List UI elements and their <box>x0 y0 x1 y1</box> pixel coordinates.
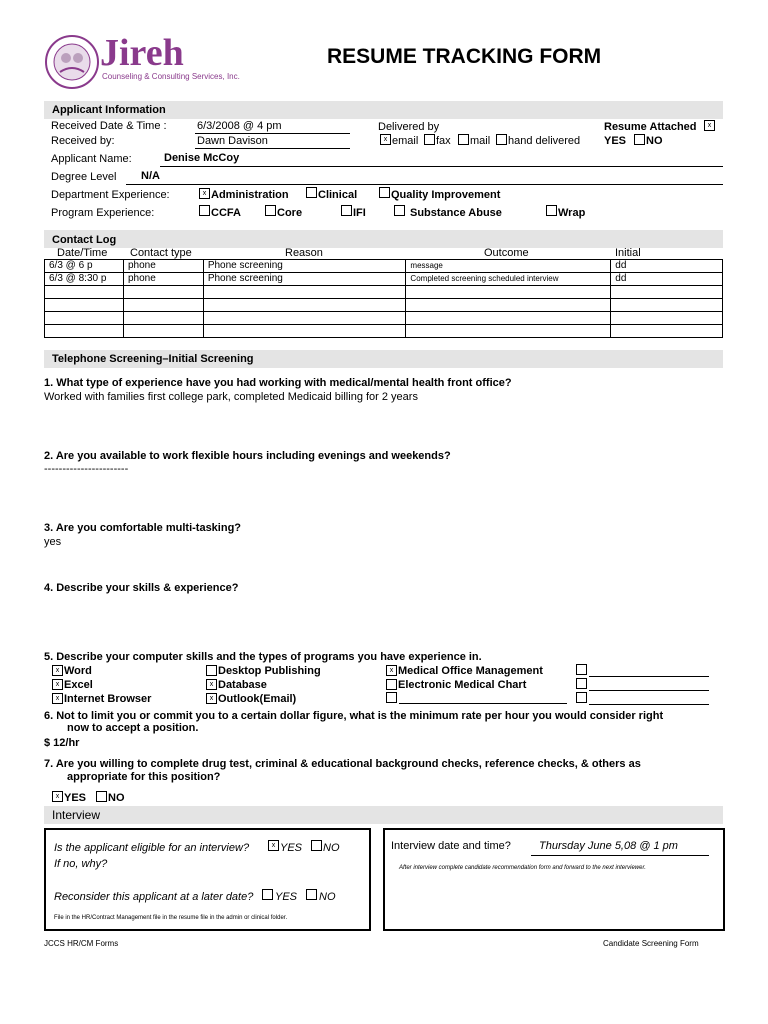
skill-desktop-publishing-label: Desktop Publishing <box>218 665 321 677</box>
log-cell[interactable]: dd <box>611 260 723 273</box>
log-cell[interactable] <box>611 325 723 338</box>
log-cell[interactable] <box>203 299 406 312</box>
dept-clinical-checkbox[interactable] <box>306 187 317 198</box>
interview-date-label: Interview date and time? <box>391 840 511 852</box>
skill-word-label: Word <box>64 665 92 677</box>
log-cell[interactable] <box>123 312 203 325</box>
program-ccfa-label: CCFA <box>211 207 241 219</box>
skill-outlook-label: Outlook(Email) <box>218 693 297 705</box>
interview-eligibility-box <box>44 828 371 931</box>
skill-emc-checkbox[interactable] <box>386 679 397 690</box>
question-7-line1: 7. Are you willing to complete drug test, criminal & educational background checks, reference checks, & others as <box>44 758 641 770</box>
skill-database-label: Database <box>218 679 267 691</box>
question-7-line2: appropriate for this position? <box>67 771 221 783</box>
logo-subtitle: Counseling & Consulting Services, Inc. <box>102 72 240 81</box>
contact-log-section-header: Contact Log <box>44 230 723 248</box>
q7-no-checkbox[interactable] <box>96 791 107 802</box>
delivered-hand-label: hand delivered <box>508 135 581 147</box>
delivered-mail-checkbox[interactable] <box>458 134 469 145</box>
log-cell[interactable] <box>123 299 203 312</box>
skill-internet-checkbox[interactable]: x <box>52 693 63 704</box>
skill-medical-office-label: Medical Office Management <box>398 665 543 677</box>
program-experience-label: Program Experience: <box>51 207 155 219</box>
logo-emblem-icon <box>42 34 102 90</box>
q7-no-label: NO <box>108 792 125 804</box>
log-cell[interactable] <box>203 312 406 325</box>
dept-administration-label: Administration <box>211 189 289 201</box>
dept-quality-label: Quality Improvement <box>391 189 501 201</box>
table-row <box>45 260 723 273</box>
contact-log-table <box>44 259 723 338</box>
program-ifi-checkbox[interactable] <box>341 205 352 216</box>
question-5: 5. Describe your computer skills and the types of programs you have experience in. <box>44 651 482 663</box>
logo-name: Jireh <box>100 32 184 74</box>
resume-attached-checkbox[interactable]: x <box>704 120 715 131</box>
screening-section-header: Telephone Screening–Initial Screening <box>44 350 723 368</box>
skill-other-1-checkbox[interactable] <box>386 692 397 703</box>
resume-attached-label: Resume Attached <box>604 121 697 133</box>
log-header-outcome: Outcome <box>484 247 529 259</box>
received-by-value[interactable]: Dawn Davison <box>197 135 268 147</box>
q7-yes-label: YES <box>64 792 87 804</box>
degree-level-label: Degree Level <box>51 171 117 183</box>
question-3: 3. Are you comfortable multi-tasking? <box>44 522 242 534</box>
log-cell[interactable]: Phone screening <box>203 273 406 286</box>
log-header-initial: Initial <box>615 247 641 259</box>
skill-medical-office-checkbox[interactable]: x <box>386 665 397 676</box>
log-cell[interactable] <box>406 312 611 325</box>
delivered-fax-label: fax <box>436 135 451 147</box>
skill-database-checkbox[interactable]: x <box>206 679 217 690</box>
eligible-question: Is the applicant eligible for an interview? <box>54 842 250 854</box>
skill-internet-label: Internet Browser <box>64 693 152 705</box>
resume-no-checkbox[interactable] <box>634 134 645 145</box>
answer-6[interactable]: $ 12/hr <box>44 737 80 749</box>
reconsider-yes-checkbox[interactable] <box>262 889 273 900</box>
eligible-no-checkbox[interactable] <box>311 840 322 851</box>
eligible-yes-label: YES <box>280 842 303 854</box>
received-date-label: Received Date & Time : <box>51 120 167 132</box>
question-6-line1: 6. Not to limit you or commit you to a certain dollar figure, what is the minimum rate per hour you would consider right <box>44 710 664 722</box>
program-wrap-label: Wrap <box>558 207 586 219</box>
log-cell[interactable] <box>406 325 611 338</box>
delivered-mail-label: mail <box>470 135 491 147</box>
log-cell[interactable] <box>611 299 723 312</box>
eligible-yes-checkbox[interactable]: x <box>268 840 279 851</box>
delivered-by-label: Delivered by <box>378 121 440 133</box>
skill-other-2-checkbox[interactable] <box>576 664 587 675</box>
footer-right: Candidate Screening Form <box>603 939 699 948</box>
eligible-why: If no, why? <box>54 858 108 870</box>
log-cell[interactable] <box>123 286 203 299</box>
question-6-line2: now to accept a position. <box>67 722 199 734</box>
log-cell[interactable] <box>203 286 406 299</box>
log-cell[interactable]: Phone screening <box>203 260 406 273</box>
applicant-name-value[interactable]: Denise McCoy <box>164 152 240 164</box>
degree-level-value[interactable]: N/A <box>141 170 160 182</box>
dept-quality-checkbox[interactable] <box>379 187 390 198</box>
delivered-email-label: email <box>392 135 419 147</box>
question-2: 2. Are you available to work flexible hours including evenings and weekends? <box>44 450 451 462</box>
answer-2[interactable]: ----------------------- <box>44 463 129 475</box>
page-title: RESUME TRACKING FORM <box>327 45 602 68</box>
delivered-email-checkbox[interactable]: x <box>380 134 391 145</box>
program-substance-label: Substance Abuse <box>410 207 502 219</box>
log-cell[interactable]: Completed screening scheduled interview <box>406 273 611 286</box>
resume-yes-label: YES <box>604 135 627 147</box>
log-cell[interactable]: phone <box>123 260 203 273</box>
log-cell[interactable]: phone <box>123 273 203 286</box>
log-cell[interactable] <box>611 312 723 325</box>
skill-word-checkbox[interactable]: x <box>52 665 63 676</box>
program-core-label: Core <box>277 207 303 219</box>
log-cell[interactable] <box>45 325 124 338</box>
table-row <box>45 325 723 338</box>
reconsider-yes-label: YES <box>275 891 298 903</box>
log-cell[interactable] <box>406 299 611 312</box>
skill-excel-label: Excel <box>64 679 93 691</box>
interview-section-header: Interview <box>44 806 723 824</box>
answer-3[interactable]: yes <box>44 536 62 548</box>
log-cell[interactable] <box>45 286 124 299</box>
log-cell[interactable] <box>45 312 124 325</box>
program-substance-checkbox[interactable] <box>394 205 405 216</box>
skill-emc-label: Electronic Medical Chart <box>398 679 527 691</box>
table-row <box>45 286 723 299</box>
log-cell[interactable] <box>406 286 611 299</box>
log-header-reason: Reason <box>285 247 323 259</box>
table-row <box>45 273 723 286</box>
log-cell[interactable] <box>203 325 406 338</box>
table-row <box>45 299 723 312</box>
program-ifi-label: IFI <box>353 207 366 219</box>
answer-1[interactable]: Worked with families first college park, completed Medicaid billing for 2 years <box>44 391 418 403</box>
program-core-checkbox[interactable] <box>265 205 276 216</box>
skill-other-4-checkbox[interactable] <box>576 692 587 703</box>
received-by-label: Received by: <box>51 135 115 147</box>
received-date-value[interactable]: 6/3/2008 @ 4 pm <box>197 120 282 132</box>
question-4: 4. Describe your skills & experience? <box>44 582 239 594</box>
applicant-section-header: Applicant Information <box>44 101 723 119</box>
after-interview-note: After interview complete candidate recommendation form and forward to the next interviewer. <box>399 865 646 871</box>
reconsider-question: Reconsider this applicant at a later date? <box>54 891 254 903</box>
log-cell[interactable] <box>611 286 723 299</box>
log-header-datetime: Date/Time <box>57 247 108 259</box>
reconsider-no-label: NO <box>319 891 336 903</box>
resume-no-label: NO <box>646 135 663 147</box>
skill-outlook-checkbox[interactable]: x <box>206 693 217 704</box>
skill-desktop-publishing-checkbox[interactable] <box>206 665 217 676</box>
log-cell[interactable] <box>45 299 124 312</box>
log-cell[interactable]: 6/3 @ 8:30 p <box>45 273 124 286</box>
log-cell[interactable] <box>123 325 203 338</box>
interview-date-box <box>383 828 725 931</box>
skill-other-3-checkbox[interactable] <box>576 678 587 689</box>
footer-left: JCCS HR/CM Forms <box>44 939 119 948</box>
log-cell[interactable]: message <box>406 260 611 273</box>
log-cell[interactable]: 6/3 @ 6 p <box>45 260 124 273</box>
dept-experience-label: Department Experience: <box>51 189 170 201</box>
file-note: File in the HR/Contract Management file in the resume file in the admin or clinical folder. <box>54 915 288 921</box>
q7-yes-checkbox[interactable]: x <box>52 791 63 802</box>
question-1: 1. What type of experience have you had working with medical/mental health front office? <box>44 377 512 389</box>
eligible-no-label: NO <box>323 842 340 854</box>
log-header-contact-type: Contact type <box>130 247 192 259</box>
program-ccfa-checkbox[interactable] <box>199 205 210 216</box>
interview-date-value[interactable]: Thursday June 5,08 @ 1 pm <box>539 840 678 852</box>
delivered-hand-checkbox[interactable] <box>496 134 507 145</box>
delivered-fax-checkbox[interactable] <box>424 134 435 145</box>
skill-excel-checkbox[interactable]: x <box>52 679 63 690</box>
dept-clinical-label: Clinical <box>318 189 358 201</box>
table-row <box>45 312 723 325</box>
reconsider-no-checkbox[interactable] <box>306 889 317 900</box>
program-wrap-checkbox[interactable] <box>546 205 557 216</box>
dept-administration-checkbox[interactable]: x <box>199 188 210 199</box>
logo <box>42 32 240 90</box>
log-cell[interactable]: dd <box>611 273 723 286</box>
applicant-name-label: Applicant Name: <box>51 153 132 165</box>
